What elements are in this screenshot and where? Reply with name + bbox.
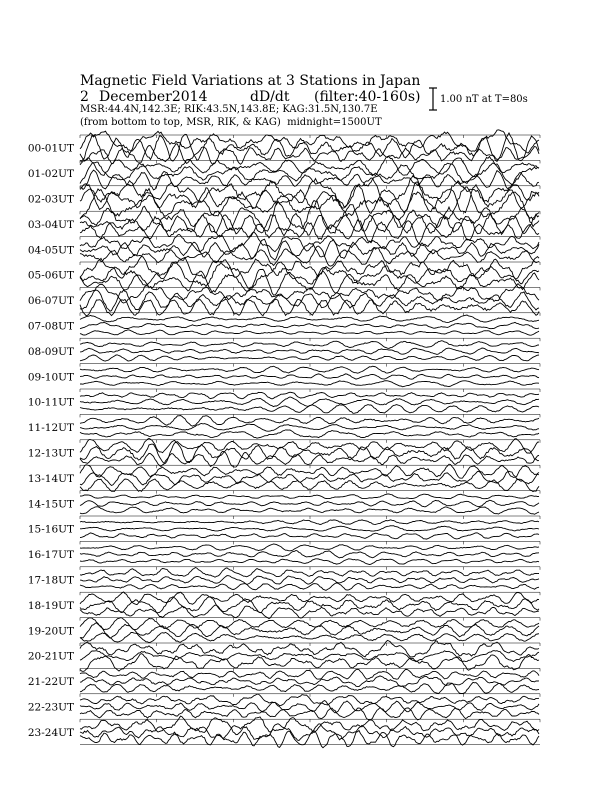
filter-label: (filter:40-160s): [314, 89, 421, 105]
row-label: 17-18UT: [27, 574, 74, 587]
hour-row: [28, 516, 540, 539]
station-trace: [80, 442, 539, 463]
station-trace: [80, 576, 539, 585]
station-trace: [80, 348, 539, 354]
station-trace: [80, 694, 539, 706]
station-trace: [80, 479, 539, 492]
hour-row: [28, 389, 540, 413]
row-label: 02-03UT: [27, 193, 74, 206]
row-label: 23-24UT: [27, 726, 74, 739]
station-trace: [80, 464, 539, 478]
station-trace: [80, 374, 539, 379]
row-label: 19-20UT: [27, 625, 74, 638]
station-trace: [80, 355, 539, 361]
station-trace: [80, 724, 539, 741]
hour-row: [28, 338, 540, 361]
station-trace: [80, 451, 539, 467]
row-label: 14-15UT: [27, 498, 74, 511]
station-trace: [80, 130, 539, 153]
hour-row: [28, 618, 540, 643]
station-trace: [80, 551, 539, 558]
station-trace: [80, 651, 539, 662]
hour-row: [28, 668, 540, 693]
station-trace: [80, 397, 539, 407]
station-trace: [80, 716, 539, 735]
station-trace: [80, 322, 539, 328]
station-trace: [80, 682, 539, 693]
quantity-label: dD/dt: [250, 89, 290, 105]
hour-row: [28, 232, 540, 266]
station-trace: [80, 507, 539, 515]
scale-bar: [429, 88, 437, 110]
row-label: 13-14UT: [27, 472, 74, 485]
chart-title: Magnetic Field Variations at 3 Stations in Japan: [80, 73, 421, 89]
station-trace: [80, 262, 539, 289]
station-trace: [80, 669, 539, 679]
row-label: 08-09UT: [27, 345, 74, 358]
station-trace: [80, 341, 539, 349]
hour-row: [28, 157, 540, 191]
hour-row: [28, 313, 540, 335]
station-trace: [80, 366, 539, 373]
hour-row: [28, 716, 540, 748]
hour-row: [28, 694, 540, 720]
station-trace: [80, 731, 539, 748]
row-label: 06-07UT: [27, 295, 74, 308]
station-trace: [80, 315, 539, 322]
row-label: 03-04UT: [27, 218, 74, 231]
station-trace: [80, 654, 539, 672]
station-coordinates: MSR:44.4N,142.3E; RIK:43.5N,143.8E; KAG:31.5N,130.7E: [80, 104, 378, 115]
order-text: (from bottom to top, MSR, RIK, & KAG): [80, 117, 281, 128]
station-trace: [80, 299, 539, 315]
station-trace: [80, 559, 539, 565]
hour-row: [28, 491, 540, 515]
hour-row: [28, 464, 540, 491]
station-trace: [80, 526, 539, 531]
station-trace: [80, 392, 539, 399]
station-trace: [80, 676, 539, 687]
station-trace: [80, 269, 539, 295]
hour-row: [28, 438, 540, 467]
row-label: 16-17UT: [27, 549, 74, 562]
hour-row: [28, 567, 540, 591]
row-label: 12-13UT: [27, 447, 74, 460]
station-trace: [80, 568, 539, 578]
row-label: 09-10UT: [27, 371, 74, 384]
row-label: 20-21UT: [27, 650, 74, 663]
midnight-note: midnight=1500UT: [287, 117, 382, 128]
row-label: 00-01UT: [27, 142, 74, 155]
station-trace: [80, 500, 539, 507]
hour-row: [28, 541, 540, 564]
row-label: 01-02UT: [27, 168, 74, 181]
hour-row: [28, 640, 540, 671]
hour-rows: [28, 130, 540, 748]
station-trace: [80, 471, 539, 485]
date-day: 2: [80, 89, 89, 105]
station-trace: [80, 187, 539, 220]
station-trace: [80, 381, 539, 387]
hour-row: [28, 284, 540, 316]
station-trace: [80, 424, 539, 432]
row-label: 04-05UT: [27, 244, 74, 257]
row-label: 10-11UT: [27, 396, 74, 409]
scale-label: 1.00 nT at T=80s: [440, 94, 528, 105]
row-label: 18-19UT: [27, 599, 74, 612]
station-trace: [80, 533, 539, 539]
date-month-year: December2014: [99, 89, 208, 105]
row-label: 15-16UT: [27, 523, 74, 536]
row-label: 22-23UT: [27, 701, 74, 714]
hour-row: [28, 414, 540, 438]
station-trace: [80, 544, 539, 551]
station-trace: [80, 494, 539, 499]
hour-row: [28, 364, 540, 387]
station-trace: [80, 330, 539, 335]
row-label: 21-22UT: [27, 676, 74, 689]
row-label: 07-08UT: [27, 320, 74, 333]
hour-row: [28, 130, 540, 165]
station-trace: [80, 520, 539, 525]
row-label: 11-12UT: [27, 422, 74, 435]
hour-row: [28, 592, 540, 619]
station-trace: [80, 430, 539, 438]
row-label: 05-06UT: [27, 269, 74, 282]
station-trace: [80, 592, 539, 605]
